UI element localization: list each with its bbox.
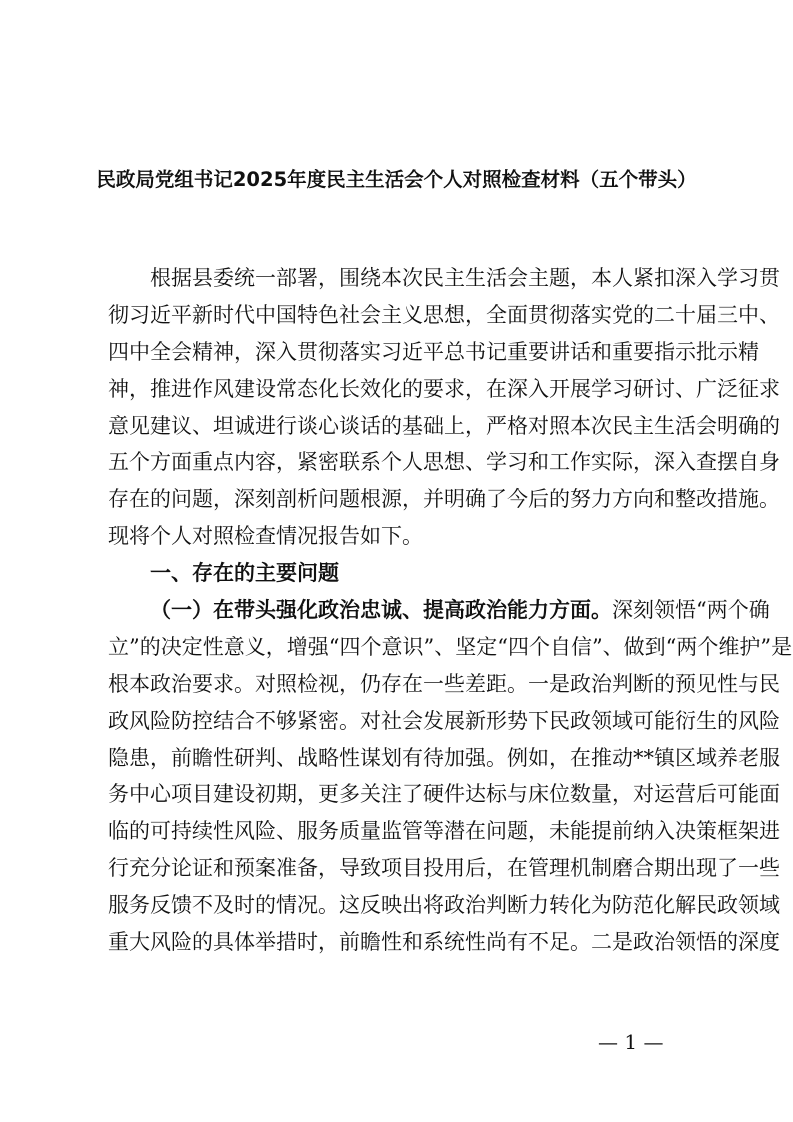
paragraph-line: 神，推进作风建设常态化长效化的要求，在深入开展学习研讨、广泛征求 xyxy=(108,376,780,401)
page-number: — 1 — xyxy=(598,1030,664,1054)
paragraph-line: 政风险防控结合不够紧密。对社会发展新形势下民政领域可能衍生的风险 xyxy=(108,708,780,733)
paragraph-line: 根本政治要求。对照检视，仍存在一些差距。一是政治判断的预见性与民 xyxy=(108,671,780,696)
paragraph-line: 重大风险的具体举措时，前瞻性和系统性尚有不足。二是政治领悟的深度 xyxy=(108,930,780,955)
paragraph-line: 五个方面重点内容，紧密联系个人思想、学习和工作实际，深入查摆自身 xyxy=(108,450,780,475)
paragraph-line: 存在的问题，深刻剖析问题根源，并明确了今后的努力方向和整改措施。 xyxy=(108,487,780,512)
document-body xyxy=(108,260,793,961)
paragraph-line: 务中心项目建设初期，更多关注了硬件达标与床位数量，对运营后可能面 xyxy=(108,782,780,807)
paragraph-line: 立”的决定性意义，增强“四个意识”、坚定“四个自信”、做到“两个维护”是 xyxy=(108,634,793,659)
paragraph-line: 现将个人对照检查情况报告如下。 xyxy=(108,524,423,549)
paragraph-line: 隐患，前瞻性研判、战略性谋划有待加强。例如，在推动**镇区域养老服 xyxy=(108,745,780,770)
paragraph-line: 服务反馈不及时的情况。这反映出将政治判断力转化为防范化解民政领域 xyxy=(108,893,780,918)
paragraph-line: 临的可持续性风险、服务质量监管等潜在问题，未能提前纳入决策框架进 xyxy=(108,819,780,844)
paragraph-line: 四中全会精神，深入贯彻落实习近平总书记重要讲话和重要指示批示精 xyxy=(108,339,759,364)
paragraph-line: 意见建议、坦诚进行谈心谈话的基础上，严格对照本次民主生活会明确的 xyxy=(108,413,780,438)
subsection-first-line xyxy=(108,592,770,629)
paragraph-line: 根据县委统一部署，围绕本次民主生活会主题，本人紧扣深入学习贯 xyxy=(150,266,780,290)
paragraph-line: 行充分论证和预案准备，导致项目投用后，在管理机制磨合期出现了一些 xyxy=(108,856,780,881)
subsection-text: 深刻领悟“两个确 xyxy=(612,598,770,623)
paragraph-line: 彻习近平新时代中国特色社会主义思想，全面贯彻落实党的二十届三中、 xyxy=(108,302,780,327)
document-title: 民政局党组书记2025年度民主生活会个人对照检查材料（五个带头） xyxy=(96,168,697,191)
subsection-heading: （一）在带头强化政治忠诚、提高政治能力方面。 xyxy=(150,597,612,623)
section-heading: 一、存在的主要问题 xyxy=(150,561,339,586)
